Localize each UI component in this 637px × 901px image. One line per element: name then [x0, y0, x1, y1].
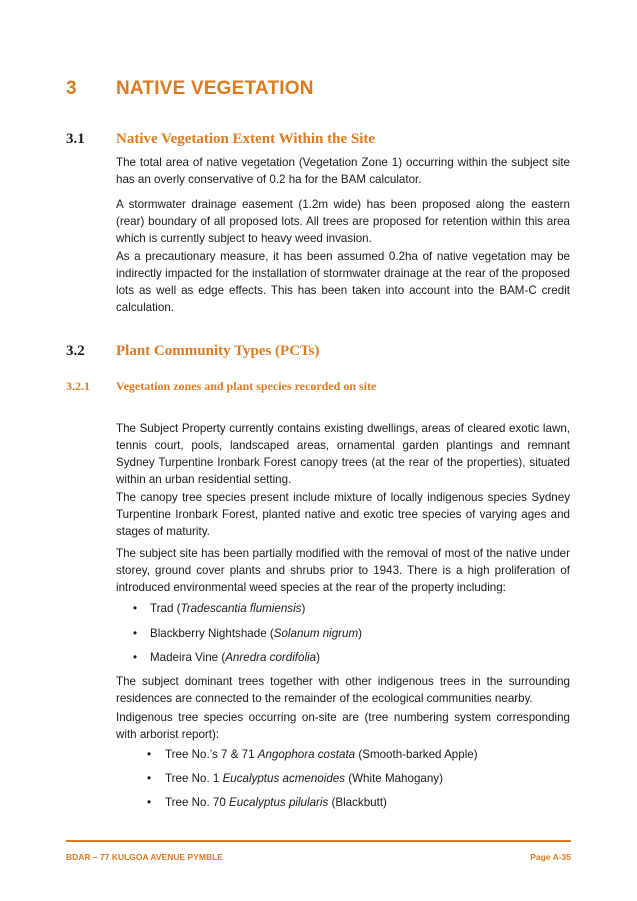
paragraph: As a precautionary measure, it has been assumed 0.2ha of native vegetation may be indirectly impacted for the installation of stormwater drainage at the rear of the proposed lots as well as edge effects. This has been taken into account into the BAM-C credit calculation.: [116, 250, 570, 314]
tree-list-item: • Tree No. 1 Eucalyptus acmenoides (White Mahogany): [147, 772, 443, 785]
chapter-heading: [66, 78, 314, 100]
weed-list-item: • Madeira Vine (Anredra cordifolia): [133, 651, 320, 664]
section-number: 3.2: [66, 343, 85, 359]
paragraph: The canopy tree species present include mixture of locally indigenous species Sydney Turpentine Ironbark Forest, planted native and exotic tree species of varying ages and stages of maturity.: [116, 491, 570, 538]
footer-divider: [66, 840, 571, 842]
section-3-1-heading: [66, 131, 375, 148]
subsection-title: Vegetation zones and plant species recorded on site: [116, 379, 377, 393]
paragraph: A stormwater drainage easement (1.2m wide) has been proposed along the eastern (rear) boundary of all proposed lots. All trees are proposed for retention within this area which is currently subject to heavy weed invasion.: [116, 198, 570, 245]
chapter-title: NATIVE VEGETATION: [116, 78, 314, 99]
section-number: 3.1: [66, 131, 85, 147]
section-title: Plant Community Types (PCTs): [116, 343, 320, 359]
chapter-number: 3: [66, 78, 77, 99]
tree-list-item: • Tree No. 70 Eucalyptus pilularis (Blackbutt): [147, 796, 387, 809]
paragraph: The subject dominant trees together with other indigenous trees in the surrounding residences are connected to the remainder of the ecological communities nearby.: [116, 675, 570, 705]
bullet-icon: •: [133, 627, 138, 640]
section-3-2-heading: [66, 343, 320, 360]
tree-list-item: • Tree No.’s 7 & 71 Angophora costata (Smooth-barked Apple): [147, 748, 478, 761]
bullet-icon: •: [133, 651, 138, 664]
section-title: Native Vegetation Extent Within the Site: [116, 131, 376, 147]
weed-list-item: • Trad (Tradescantia flumiensis): [133, 602, 306, 615]
bullet-icon: •: [147, 772, 152, 785]
paragraph: The Subject Property currently contains existing dwellings, areas of cleared exotic lawn, tennis court, pools, landscaped areas, ornamental garden plantings and remnant Sydney Turpentine Ironbark Forest canopy trees (at the rear of the properties), situated within an urban residential setting.: [116, 422, 570, 486]
bullet-icon: •: [147, 796, 152, 809]
subsection-number: 3.2.1: [66, 379, 90, 393]
weed-list-item: • Blackberry Nightshade (Solanum nigrum): [133, 627, 363, 640]
subsection-3-2-1-heading: [66, 379, 376, 394]
paragraph: The total area of native vegetation (Vegetation Zone 1) occurring within the subject site has an overly conservative of 0.2 ha for the BAM calculator.: [116, 156, 570, 186]
bullet-icon: •: [147, 748, 152, 761]
footer-document-title: BDAR – 77 KULGOA AVENUE PYMBLE: [66, 852, 223, 862]
paragraph: The subject site has been partially modified with the removal of most of the native under storey, ground cover plants and shrubs prior to 1943. There is a high proliferation of introduced environmental weed species at the rear of the property including:: [116, 547, 570, 594]
bullet-icon: •: [133, 602, 138, 615]
paragraph: Indigenous tree species occurring on-site are (tree numbering system corresponding with arborist report):: [116, 711, 570, 741]
footer-page-number: Page A-35: [530, 852, 571, 862]
